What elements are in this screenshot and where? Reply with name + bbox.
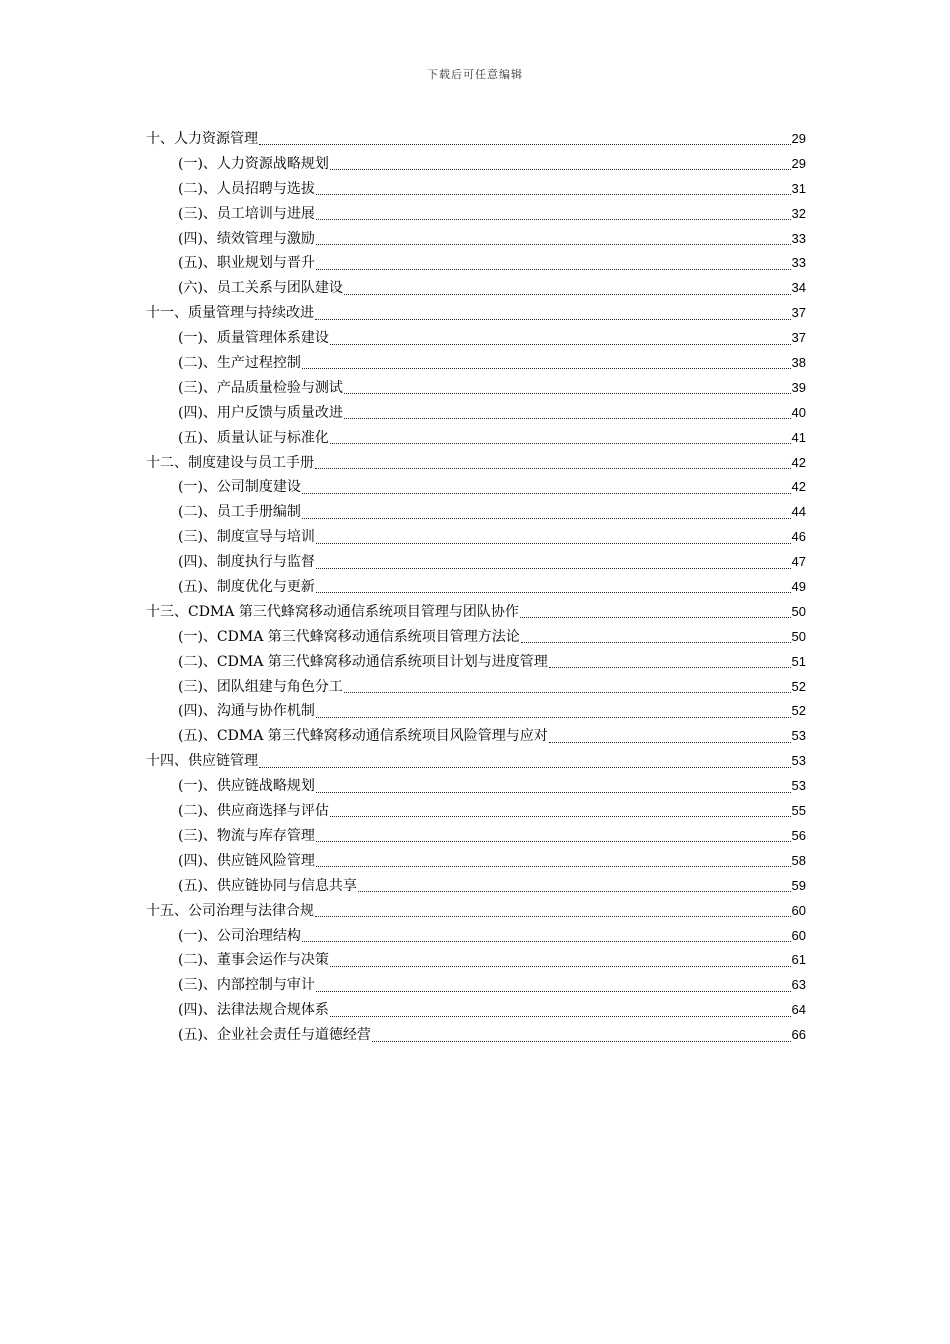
toc-section-entry[interactable] bbox=[146, 625, 806, 650]
toc-entry-title: (二)、人员招聘与选拔 bbox=[178, 180, 315, 197]
toc-dot-leader bbox=[330, 332, 791, 346]
toc-entry-title: (四)、绩效管理与激励 bbox=[178, 230, 315, 247]
toc-page-number: 52 bbox=[791, 703, 806, 719]
toc-section-entry[interactable] bbox=[146, 500, 806, 525]
toc-page-number: 60 bbox=[791, 902, 806, 918]
toc-page-number: 66 bbox=[791, 1027, 806, 1043]
toc-entry-title: (一)、质量管理体系建设 bbox=[178, 330, 329, 347]
toc-section-entry[interactable] bbox=[146, 724, 806, 749]
toc-entry-title: (三)、员工培训与进展 bbox=[178, 205, 315, 222]
toc-chapter-entry[interactable] bbox=[146, 451, 806, 476]
toc-entry-title: (二)、员工手册编制 bbox=[178, 504, 301, 521]
toc-dot-leader bbox=[316, 232, 791, 246]
toc-entry-title: (二)、董事会运作与决策 bbox=[178, 952, 329, 969]
toc-entry-title: 十四、供应链管理 bbox=[146, 753, 258, 770]
toc-entry-title: (六)、员工关系与团队建设 bbox=[178, 280, 343, 297]
toc-page-number: 64 bbox=[791, 1002, 806, 1018]
toc-dot-leader bbox=[344, 680, 791, 694]
toc-dot-leader bbox=[316, 257, 791, 271]
header-note: 下载后可任意编辑 bbox=[427, 68, 523, 81]
toc-page-number: 53 bbox=[791, 753, 806, 769]
toc-page-number: 42 bbox=[791, 454, 806, 470]
toc-page-number: 59 bbox=[791, 877, 806, 893]
toc-dot-leader bbox=[520, 605, 791, 619]
toc-section-entry[interactable] bbox=[146, 1023, 806, 1048]
toc-entry-title: (三)、制度宣导与培训 bbox=[178, 529, 315, 546]
toc-dot-leader bbox=[521, 630, 791, 644]
toc-chapter-entry[interactable] bbox=[146, 127, 806, 152]
toc-section-entry[interactable] bbox=[146, 426, 806, 451]
toc-entry-title: 十、人力资源管理 bbox=[146, 131, 258, 147]
toc-section-entry[interactable] bbox=[146, 948, 806, 973]
toc-page-number: 33 bbox=[791, 230, 806, 246]
toc-dot-leader bbox=[330, 157, 791, 171]
toc-entry-title: (一)、公司治理结构 bbox=[178, 927, 301, 944]
toc-page-number: 31 bbox=[791, 180, 806, 196]
toc-page-number: 34 bbox=[791, 280, 806, 296]
toc-entry-title: (一)、供应链战略规划 bbox=[178, 778, 315, 795]
toc-section-entry[interactable] bbox=[146, 650, 806, 675]
toc-page-number: 33 bbox=[791, 255, 806, 271]
toc-dot-leader bbox=[316, 854, 791, 868]
toc-page-number: 29 bbox=[791, 155, 806, 171]
toc-dot-leader bbox=[316, 207, 791, 221]
toc-dot-leader bbox=[316, 531, 791, 545]
toc-page-number: 50 bbox=[791, 628, 806, 644]
toc-dot-leader bbox=[549, 655, 791, 669]
toc-section-entry[interactable] bbox=[146, 699, 806, 724]
toc-page-number: 38 bbox=[791, 355, 806, 371]
toc-dot-leader bbox=[330, 954, 791, 968]
toc-entry-title: 十一、质量管理与持续改进 bbox=[146, 305, 314, 322]
toc-section-entry[interactable] bbox=[146, 202, 806, 227]
toc-dot-leader bbox=[259, 132, 791, 146]
toc-section-entry[interactable] bbox=[146, 177, 806, 202]
toc-section-entry[interactable] bbox=[146, 251, 806, 276]
toc-entry-title: (三)、物流与库存管理 bbox=[178, 827, 315, 844]
toc-section-entry[interactable] bbox=[146, 675, 806, 700]
toc-page-number: 44 bbox=[791, 504, 806, 520]
toc-entry-title: (五)、质量认证与标准化 bbox=[178, 429, 329, 446]
toc-page-number: 37 bbox=[791, 305, 806, 321]
toc-section-entry[interactable] bbox=[146, 874, 806, 899]
toc-page-number: 40 bbox=[791, 404, 806, 420]
toc-dot-leader bbox=[372, 1029, 791, 1043]
toc-page-number: 37 bbox=[791, 330, 806, 346]
toc-section-entry[interactable] bbox=[146, 799, 806, 824]
toc-page-number: 60 bbox=[791, 927, 806, 943]
toc-dot-leader bbox=[302, 929, 791, 943]
toc-dot-leader bbox=[316, 556, 791, 570]
toc-page-number: 49 bbox=[791, 579, 806, 595]
toc-page-number: 55 bbox=[791, 803, 806, 819]
toc-dot-leader bbox=[259, 755, 791, 769]
toc-dot-leader bbox=[315, 904, 791, 918]
toc-dot-leader bbox=[344, 282, 791, 296]
toc-page-number: 46 bbox=[791, 529, 806, 545]
toc-dot-leader bbox=[316, 829, 791, 843]
toc-section-entry[interactable] bbox=[146, 849, 806, 874]
toc-dot-leader bbox=[315, 456, 791, 470]
toc-page-number: 39 bbox=[791, 379, 806, 395]
toc-section-entry[interactable] bbox=[146, 326, 806, 351]
toc-page-number: 52 bbox=[791, 678, 806, 694]
toc-page-number: 47 bbox=[791, 554, 806, 570]
toc-section-entry[interactable] bbox=[146, 227, 806, 252]
toc-page-number: 50 bbox=[791, 603, 806, 619]
toc-entry-title: (一)、公司制度建设 bbox=[178, 479, 301, 496]
toc-entry-title: (五)、供应链协同与信息共享 bbox=[178, 877, 357, 894]
toc-page-number: 53 bbox=[791, 778, 806, 794]
toc-entry-title: (三)、团队组建与角色分工 bbox=[178, 678, 343, 695]
toc-page-number: 32 bbox=[791, 205, 806, 221]
toc-section-entry[interactable] bbox=[146, 575, 806, 600]
toc-section-entry[interactable] bbox=[146, 774, 806, 799]
toc-dot-leader bbox=[316, 979, 791, 993]
toc-entry-title: (五)、CDMA 第三代蜂窝移动通信系统项目风险管理与应对 bbox=[178, 728, 548, 745]
toc-section-entry[interactable] bbox=[146, 924, 806, 949]
toc-dot-leader bbox=[302, 481, 791, 495]
toc-page-number: 51 bbox=[791, 653, 806, 669]
toc-chapter-entry[interactable] bbox=[146, 899, 806, 924]
toc-page-number: 42 bbox=[791, 479, 806, 495]
toc-page-number: 56 bbox=[791, 827, 806, 843]
toc-dot-leader bbox=[316, 182, 791, 196]
toc-section-entry[interactable] bbox=[146, 276, 806, 301]
toc-chapter-entry[interactable] bbox=[146, 749, 806, 774]
toc-entry-title: (五)、制度优化与更新 bbox=[178, 579, 315, 596]
toc-chapter-entry[interactable] bbox=[146, 600, 806, 625]
toc-entry-title: (二)、供应商选择与评估 bbox=[178, 803, 329, 820]
toc-entry-title: (一)、CDMA 第三代蜂窝移动通信系统项目管理方法论 bbox=[178, 628, 520, 645]
toc-dot-leader bbox=[316, 780, 791, 794]
toc-entry-title: (四)、制度执行与监督 bbox=[178, 554, 315, 571]
toc-section-entry[interactable] bbox=[146, 152, 806, 177]
toc-page-number: 29 bbox=[791, 131, 806, 146]
toc-section-entry[interactable] bbox=[146, 824, 806, 849]
toc-entry-title: 十二、制度建设与员工手册 bbox=[146, 454, 314, 471]
toc-entry-title: (一)、人力资源战略规划 bbox=[178, 155, 329, 172]
toc-section-entry[interactable] bbox=[146, 475, 806, 500]
toc-dot-leader bbox=[330, 804, 791, 818]
toc-entry-title: (四)、供应链风险管理 bbox=[178, 852, 315, 869]
toc-page-number: 41 bbox=[791, 429, 806, 445]
toc-page-number: 61 bbox=[791, 952, 806, 968]
toc-dot-leader bbox=[344, 381, 791, 395]
toc-entry-title: (三)、产品质量检验与测试 bbox=[178, 379, 343, 396]
toc-dot-leader bbox=[344, 406, 791, 420]
toc-section-entry[interactable] bbox=[146, 550, 806, 575]
toc-entry-title: (四)、用户反馈与质量改进 bbox=[178, 404, 343, 421]
toc-entry-title: (五)、企业社会责任与道德经营 bbox=[178, 1027, 371, 1044]
toc-chapter-entry[interactable] bbox=[146, 301, 806, 326]
table-of-contents bbox=[146, 127, 806, 1048]
toc-section-entry[interactable] bbox=[146, 973, 806, 998]
toc-dot-leader bbox=[330, 431, 791, 445]
toc-entry-title: (二)、生产过程控制 bbox=[178, 355, 301, 372]
toc-dot-leader bbox=[302, 506, 791, 520]
toc-entry-title: 十五、公司治理与法律合规 bbox=[146, 902, 314, 919]
toc-section-entry[interactable] bbox=[146, 998, 806, 1023]
toc-page-number: 53 bbox=[791, 728, 806, 744]
toc-section-entry[interactable] bbox=[146, 525, 806, 550]
toc-entry-title: (二)、CDMA 第三代蜂窝移动通信系统项目计划与进度管理 bbox=[178, 653, 548, 670]
toc-section-entry[interactable] bbox=[146, 351, 806, 376]
toc-entry-title: 十三、CDMA 第三代蜂窝移动通信系统项目管理与团队协作 bbox=[146, 603, 519, 620]
toc-page-number: 58 bbox=[791, 852, 806, 868]
toc-entry-title: (四)、法律法规合规体系 bbox=[178, 1002, 329, 1019]
toc-entry-title: (三)、内部控制与审计 bbox=[178, 977, 315, 994]
toc-dot-leader bbox=[358, 879, 791, 893]
toc-dot-leader bbox=[316, 705, 791, 719]
toc-page-number: 63 bbox=[791, 977, 806, 993]
toc-dot-leader bbox=[316, 580, 791, 594]
toc-entry-title: (五)、职业规划与晋升 bbox=[178, 255, 315, 272]
toc-dot-leader bbox=[330, 1004, 791, 1018]
toc-dot-leader bbox=[302, 356, 791, 370]
toc-dot-leader bbox=[549, 730, 791, 744]
toc-entry-title: (四)、沟通与协作机制 bbox=[178, 703, 315, 720]
toc-dot-leader bbox=[315, 307, 791, 321]
toc-section-entry[interactable] bbox=[146, 376, 806, 401]
toc-section-entry[interactable] bbox=[146, 401, 806, 426]
